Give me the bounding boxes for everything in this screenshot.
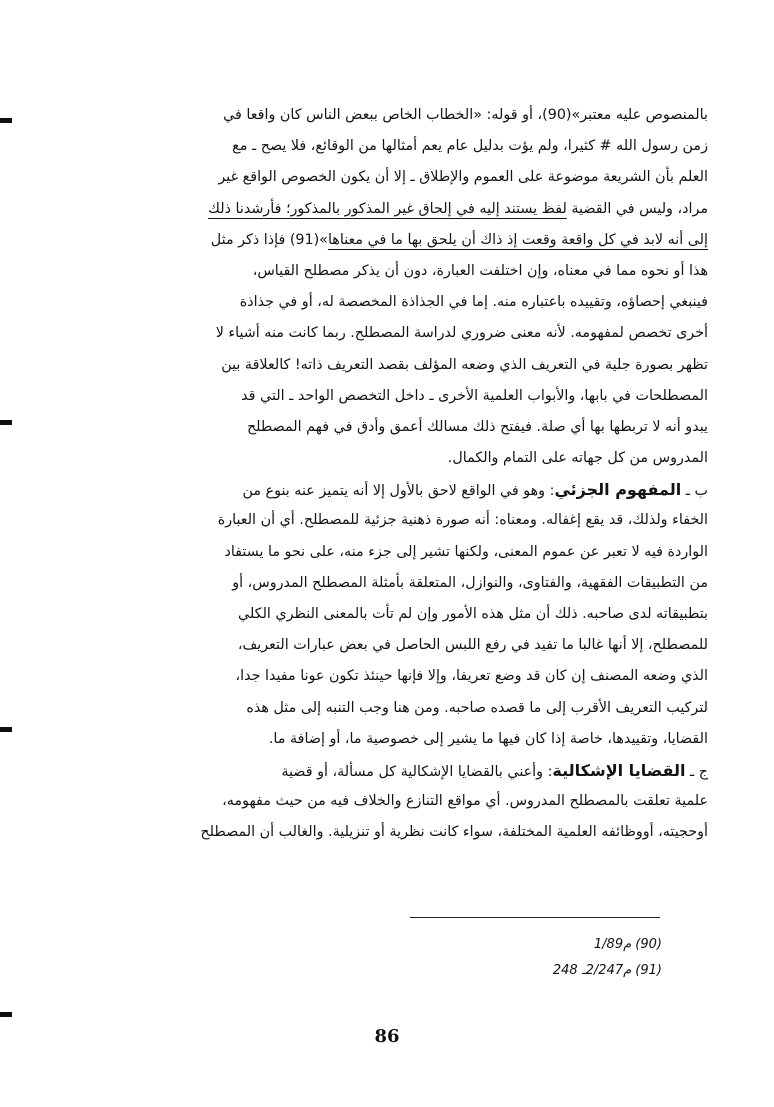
text-line: من التطبيقات الفقهية، والفتاوى، والنوازل، المتعلقة بأمثلة المصطلح المدروس، أو [232, 574, 708, 591]
underlined-quote: إلى أنه لابد في كل واقعة وقعت إذ ذاك أن يلحق بها ما في معناها [327, 231, 708, 248]
page-number: 86 [374, 1026, 400, 1047]
margin-mark [0, 1012, 12, 1017]
text-line: الواردة فيه لا تعبر عن عموم المعنى، ولكنها تشير إلى جزء منه، على نحو ما يستفاد [224, 543, 708, 560]
text-line: للمصطلح، إلا أنها غالبا ما تفيد في رفع اللبس الحاصل في بعض عبارات التعريف، [237, 637, 708, 654]
text-line: زمن رسول الله # كثيرا، ولم يؤت بدليل عام يعم أمثالها من الوقائع، فلا يصح ـ مع [232, 138, 708, 155]
text-line: القضايا، وتقييدها، خاصة إذا كان فيها ما يشير إلى خصوصية ما، أو إضافة ما. [268, 730, 708, 747]
section-heading: المفهوم الجزئي [554, 480, 682, 500]
text-line: علمية تعلقت بالمصطلح المدروس. أي مواقع التنازع والخلاف فيه من حيث مفهومه، [222, 793, 708, 810]
footnote-divider [410, 917, 660, 918]
text-line: بالمنصوص عليه معتبر»(90)، أو قوله: «الخطاب الخاص ببعض الناس كان واقعا في [223, 107, 708, 123]
text-line: أوحجيته، أووظائفه العلمية المختلفة، سواء كانت نظرية أو تنزيلية. والغالب أن المصطلح [200, 824, 708, 841]
text-line: لتركيب التعريف الأقرب إلى ما قصده صاحبه. ومن هنا وجب التنبه إلى مثل هذه [246, 699, 708, 716]
footnote: (91) م2/247ـ 248 [552, 963, 662, 978]
text-line: الذي وضعه المصنف إن كان قد وضع تعريفا، وإلا فإنها حينئذ تكون عونا مفيدا جدا، [235, 668, 708, 685]
footnotes [430, 932, 662, 984]
text-line: إلى أنه لابد في كل واقعة وقعت إذ ذاك أن يلحق بها ما في معناها»(91) فإذا ذكر مثل [210, 231, 708, 248]
text-line: هذا أو نحوه مما في معناه، وإن اختلفت العبارة، دون أن يذكر مصطلح القياس، [252, 262, 708, 279]
section-heading-line: ب ـ المفهوم الجزئي: وهو في الواقع لاحق بالأول إلا أنه يتميز عنه بنوع من [242, 480, 708, 500]
body-text [66, 100, 708, 849]
text-line: مراد، وليس في القضية لفظ يستند إليه في إلحاق غير المذكور بالمذكور؛ فأرشدنا ذلك [208, 200, 708, 217]
footnote: (90) م1/89 [593, 937, 662, 952]
margin-mark [0, 118, 12, 123]
text-line: الخفاء ولذلك، قد يقع إغفاله. ومعناه: أنه صورة ذهنية جزئية للمصطلح. أي أن العبارة [217, 512, 708, 529]
text-line: أخرى تخصص لمفهومه. لأنه معنى ضروري لدراسة المصطلح. ربما كانت منه أشياء لا [215, 325, 708, 342]
text-line: يبدو أنه لا تربطها بها أي صلة. فيفتح ذلك مسالك أعمق وأدق في فهم المصطلح [246, 418, 708, 435]
text-line: تظهر بصورة جلية في التعريف الذي وضعه المؤلف بقصد التعريف ذاته! كالعلاقة بين [221, 356, 708, 373]
text-line: المدروس من كل جهاته على التمام والكمال. [447, 450, 708, 467]
margin-mark [0, 727, 12, 732]
section-heading-line: ج ـ القضايا الإشكالية: وأعني بالقضايا الإشكالية كل مسألة، أو قضية [281, 760, 708, 780]
text-line: بتطبيقاته لدى صاحبه. ذلك أن مثل هذه الأمور وإن لم تأت بالمعنى النظري الكلي [238, 606, 708, 622]
text-line: فينبغي إحصاؤه، وتقييده باعتباره منه. إما في الجذاذة المخصصة له، أو في جذاذة [239, 294, 708, 311]
underlined-quote: لفظ يستند إليه في إلحاق غير المذكور بالمذكور؛ فأرشدنا ذلك [208, 200, 567, 217]
text-line: العلم بأن الشريعة موضوعة على العموم والإطلاق ـ إلا أن يكون الخصوص الواقع غير [218, 169, 708, 186]
margin-mark [0, 420, 12, 425]
section-heading: القضايا الإشكالية [552, 760, 686, 780]
text-line: المصطلحات في بابها، والأبواب العلمية الأخرى ـ داخل التخصص الواحد ـ التي قد [241, 387, 708, 404]
